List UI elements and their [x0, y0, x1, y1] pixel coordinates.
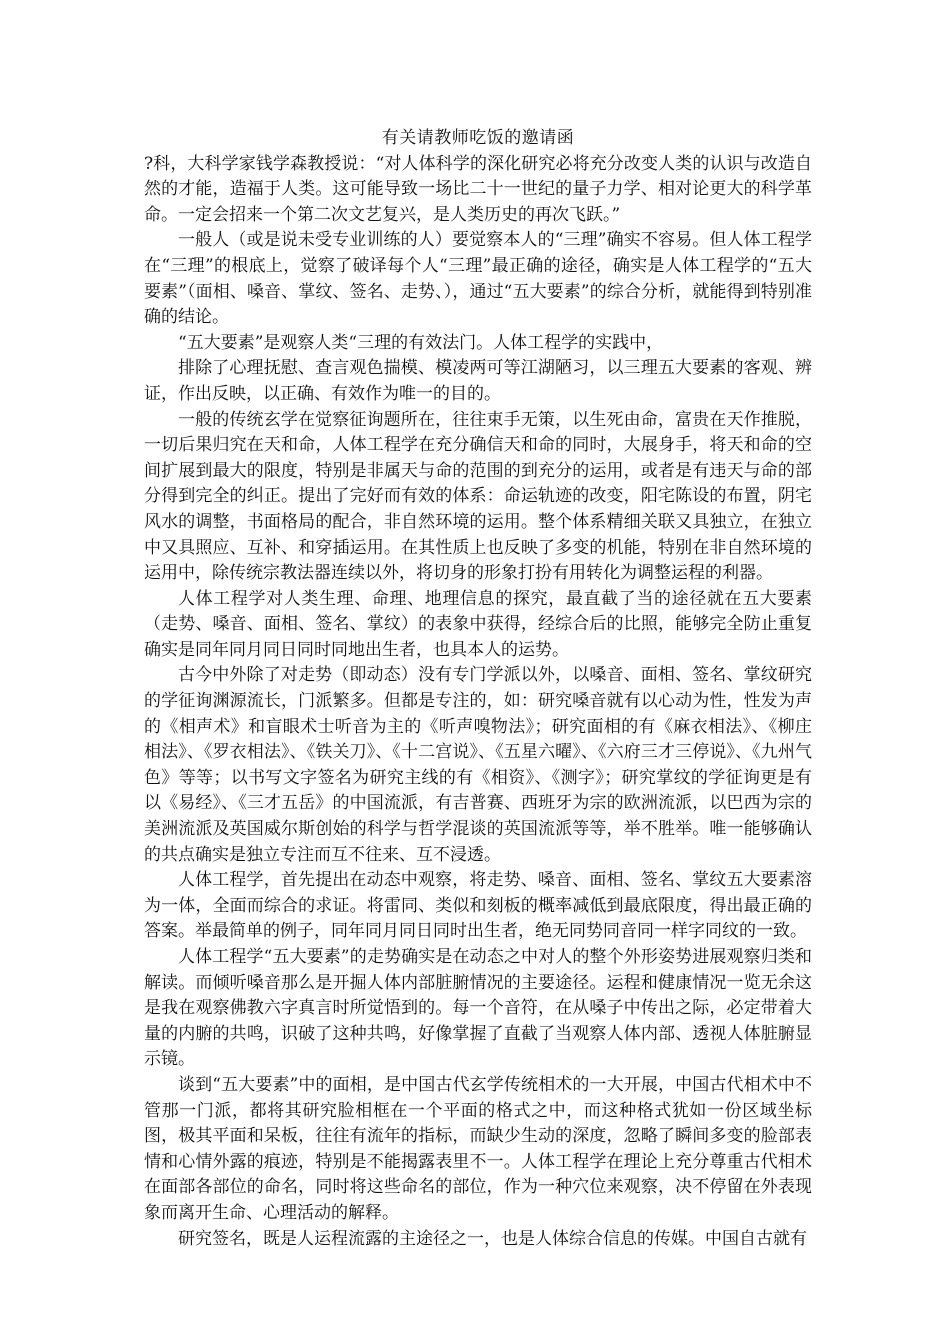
paragraph: ?科，大科学家钱学森教授说：“对人体科学的深化研究必将充分改变人类的认识与改造自然的才能，造福于人类。这可能导致一场比二十一世纪的量子力学、相对论更大的科学革命。一定会招来一个第二次文艺复兴，是人类历史的再次飞跃。”: [144, 153, 812, 225]
paragraph: 谈到“五大要素”中的面相，是中国古代玄学传统相术的一大开展，中国古代相术中不管那一门派，都将其研究脸相框在一个平面的格式之中，而这种格式犹如一份区域坐标图，极其平面和呆板，往往有流年的指标，而缺少生动的深度，忽略了瞬间多变的脸部表情和心情外露的痕迹，特别是不能揭露表里不一。人体工程学在理论上充分尊重古代相术在面部各部位的命名，同时将这些命名的部位，作为一种穴位来观察，决不停留在外表现象而离开生命、心理活动的解释。: [144, 1074, 812, 1223]
paragraph: 一般的传统玄学在觉察征询题所在，往往束手无策，以生死由命，富贵在天作推脱，一切后果归究在天和命，人体工程学在充分确信天和命的同时，大展身手，将天和命的空间扩展到最大的限度，特别是非属天与命的范围的到充分的运用，或者是有违天与命的部分得到完全的纠正。提出了完好而有效的体系：命运轨迹的改变，阳宅陈设的布置，阴宅风水的调整，书面格局的配合，非自然环境的运用。整个体系精细关联又具独立，在独立中又具照应、互补、和穿插运用。在其性质上也反映了多变的机能，特别在非自然环境的运用中，除传统宗教法器连续以外，将切身的形象打扮有用转化为调整运程的利器。: [144, 409, 812, 584]
paragraph: 古今中外除了对走势（即动态）没有专门学派以外，以嗓音、面相、签名、掌纹研究的学征询渊源流长，门派繁多。但都是专注的，如：研究嗓音就有以心动为性，性发为声的《相声术》和盲眼术士听音为主的《听声嗅物法》；研究面相的有《麻衣相法》、《柳庄相法》、《罗衣相法》、《铁关刀》、《十二宫说》、《五星六曜》、《六府三才三停说》、《九州气色》等等；以书写文字签名为研究主线的有《相资》、《测字》；研究掌纹的学征询更是有以《易经》、《三才五岳》的中国流派，有吉普赛、西班牙为宗的欧洲流派，以巴西为宗的美洲流派及英国威尔斯创始的科学与哲学混谈的英国流派等等，举不胜举。唯一能够确认的共点确实是独立专注而互不往来、互不浸透。: [144, 665, 812, 865]
paragraph: 人体工程学，首先提出在动态中观察，将走势、嗓音、面相、签名、掌纹五大要素溶为一体，全面而综合的求证。将雷同、类似和刻板的概率减低到最底限度，得出最正确的答案。举最简单的例子，同年同月同日同时出生者，绝无同势同音同一样字同纹的一致。: [144, 870, 812, 942]
paragraph: 一般人（或是说未受专业训练的人）要觉察本人的“三理”确实不容易。但人体工程学在“三理”的根底上，觉察了破译每个人“三理”最正确的途径，确实是人体工程学的“五大要素”（面相、嗓音、掌纹、签名、走势、），通过“五大要素”的综合分析，就能得到特别准确的结论。: [144, 230, 812, 328]
document-title: 有关请教师吃饭的邀请函: [381, 128, 575, 148]
document-body: [144, 126, 812, 1252]
paragraph: 研究签名，既是人运程流露的主途径之一，也是人体综合信息的传媒。中国自古就有: [178, 1228, 807, 1249]
paragraph: 人体工程学对人类生理、命理、地理信息的探究，最直截了当的途径就在五大要素（走势、嗓音、面相、签名、掌纹）的表象中获得，经综合后的比照，能够完全防止重复确实是同年同月同日同时同地出生者，也具本人的运势。: [144, 588, 812, 660]
paragraph: 排除了心理抚慰、查言观色揣模、模凌两可等江湖陋习，以三理五大要素的客观、辨证，作出反映，以正确、有效作为唯一的目的。: [144, 358, 812, 404]
paragraph: “五大要素”是观察人类“三理的有效法门。人体工程学的实践中，: [178, 332, 664, 353]
paragraph: 人体工程学“五大要素”的走势确实是在动态之中对人的整个外形姿势进展观察归类和解读。而倾听嗓音那么是开掘人体内部脏腑情况的主要途径。运程和健康情况一览无余这是我在观察佛教六字真言时所觉悟到的。每一个音符，在从嗓子中传出之际，必定带着大量的内腑的共鸣，识破了这种共鸣，好像掌握了直截了当观察人体内部、透视人体脏腑显示镜。: [144, 947, 812, 1070]
